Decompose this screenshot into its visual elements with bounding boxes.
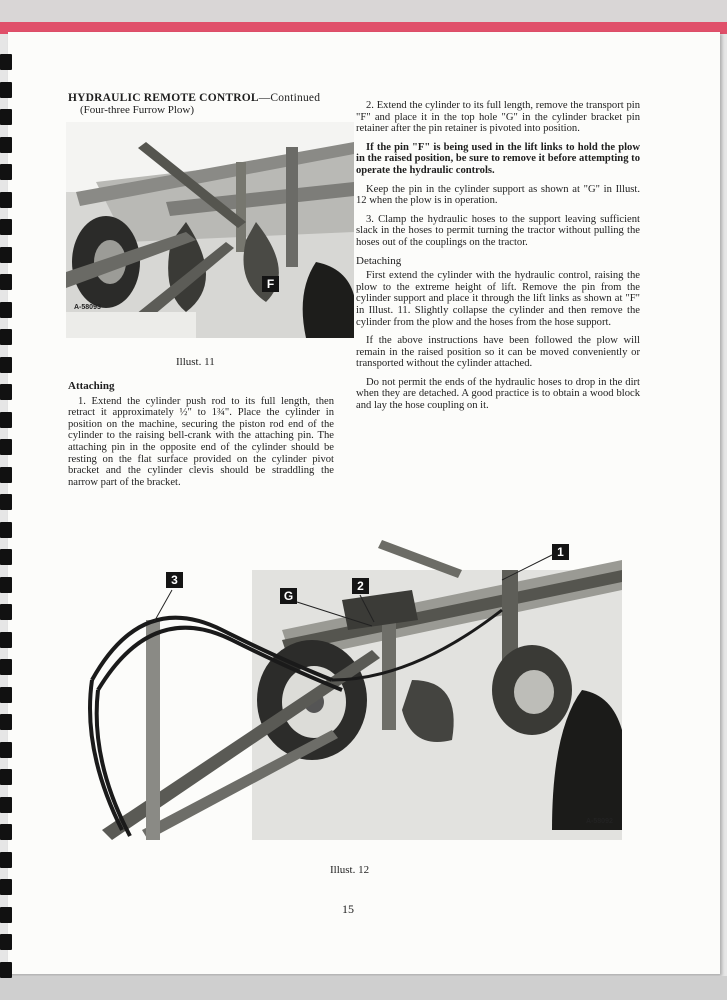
- binding-hole: [0, 659, 12, 675]
- binding-hole: [0, 412, 12, 428]
- binding-hole: [0, 577, 12, 593]
- binding-hole: [0, 219, 12, 235]
- binding-hole: [0, 769, 12, 785]
- binding-hole: [0, 879, 12, 895]
- detaching-para-1: First extend the cylinder with the hydraulic control, raising the plow to the extreme height of lift. Remove the pin from the cylinder support and place it through the lift links as shown at "F" in Illust. 11. Slightly collapse the cylinder and then remove the cylinder from the plow and the hoses from the hose support.: [356, 270, 640, 328]
- binding-hole: [0, 494, 12, 510]
- binding-hole: [0, 192, 12, 208]
- illust-12-caption: Illust. 12: [330, 864, 370, 876]
- photo-code-12: A-58092: [586, 818, 613, 825]
- warning-remove-pin: If the pin "F" is being used in the lift links to hold the plow in the raised position, be sure to remove it before attempting to operate the hydraulic controls.: [356, 141, 640, 176]
- binding-hole: [0, 687, 12, 703]
- section-title-continued: —Continued: [258, 92, 321, 104]
- binding-hole: [0, 164, 12, 180]
- callout-f: F: [262, 276, 279, 292]
- attaching-step-1: 1. Extend the cylinder push rod to its full length, then retract it approximately ½" to 1¾". Place the cylinder in position on the machine, securing the piston rod end of the cylinder to the raising bell-crank with the attaching pin. The attaching pin in the opposite end of the cylinder should be resting on the flat surface provided on the cylinder pivot bracket and the cylinder clevis should be straddling the narrow part of the bracket.: [68, 395, 334, 488]
- binding-hole: [0, 797, 12, 813]
- binding-hole: [0, 522, 12, 538]
- binding-hole: [0, 742, 12, 758]
- detaching-heading: Detaching: [356, 254, 402, 267]
- binding-hole: [0, 467, 12, 483]
- detaching-para-2: If the above instructions have been followed the plow will remain in the raised position so it can be moved conveniently or transported without the cylinder attached.: [356, 335, 640, 370]
- binding-hole: [0, 824, 12, 840]
- binding-hole: [0, 632, 12, 648]
- keep-pin-note: Keep the pin in the cylinder support as shown at "G" in Illust. 12 when the plow is in operation.: [356, 183, 640, 207]
- binding-hole: [0, 82, 12, 98]
- binding-hole: [0, 54, 12, 70]
- attaching-step-2: 2. Extend the cylinder to its full length, remove the transport pin "F" and place it in the top hole "G" in the cylinder bracket pin retainer after the pin retainer is pivoted into position.: [356, 100, 640, 135]
- binding-hole: [0, 604, 12, 620]
- plow-cylinder-photo-12: [82, 530, 622, 840]
- illust-11-photo: [66, 122, 354, 338]
- binding-hole: [0, 549, 12, 565]
- binding-hole: [0, 384, 12, 400]
- section-subtitle: (Four-three Furrow Plow): [80, 104, 195, 116]
- binding-hole: [0, 907, 12, 923]
- left-column: [68, 381, 334, 495]
- callout-2: 2: [352, 578, 369, 594]
- binding-hole: [0, 962, 12, 978]
- callout-3: 3: [166, 572, 183, 588]
- right-column: [356, 100, 640, 419]
- plow-frame-photo-11: [66, 122, 354, 338]
- page-number: 15: [342, 902, 354, 916]
- callout-1: 1: [552, 544, 569, 560]
- attaching-heading: Attaching: [68, 380, 115, 392]
- binding-hole: [0, 137, 12, 153]
- callout-g: G: [280, 588, 297, 604]
- binding-hole: [0, 109, 12, 125]
- binding-hole: [0, 247, 12, 263]
- spiral-binding: [0, 40, 16, 980]
- section-title-caps: HYDRAULIC REMOTE CONTROL: [68, 92, 259, 104]
- binding-hole: [0, 714, 12, 730]
- scan-bottom-strip: [0, 976, 727, 1000]
- binding-hole: [0, 274, 12, 290]
- illust-11-caption: Illust. 11: [176, 356, 215, 368]
- photo-code-11: A-58093: [74, 304, 101, 311]
- binding-hole: [0, 934, 12, 950]
- binding-hole: [0, 329, 12, 345]
- binding-hole: [0, 439, 12, 455]
- binding-hole: [0, 852, 12, 868]
- attaching-step-3: 3. Clamp the hydraulic hoses to the support leaving sufficient slack in the hoses to permit turning the tractor without pulling the hoses out of the couplings on the tractor.: [356, 213, 640, 248]
- illust-12-photo: [82, 530, 622, 840]
- binding-hole: [0, 357, 12, 373]
- detaching-para-3: Do not permit the ends of the hydraulic hoses to drop in the dirt when they are detached. A good practice is to obtain a wood block and lay the hose coupling on it.: [356, 376, 640, 412]
- binding-hole: [0, 302, 12, 318]
